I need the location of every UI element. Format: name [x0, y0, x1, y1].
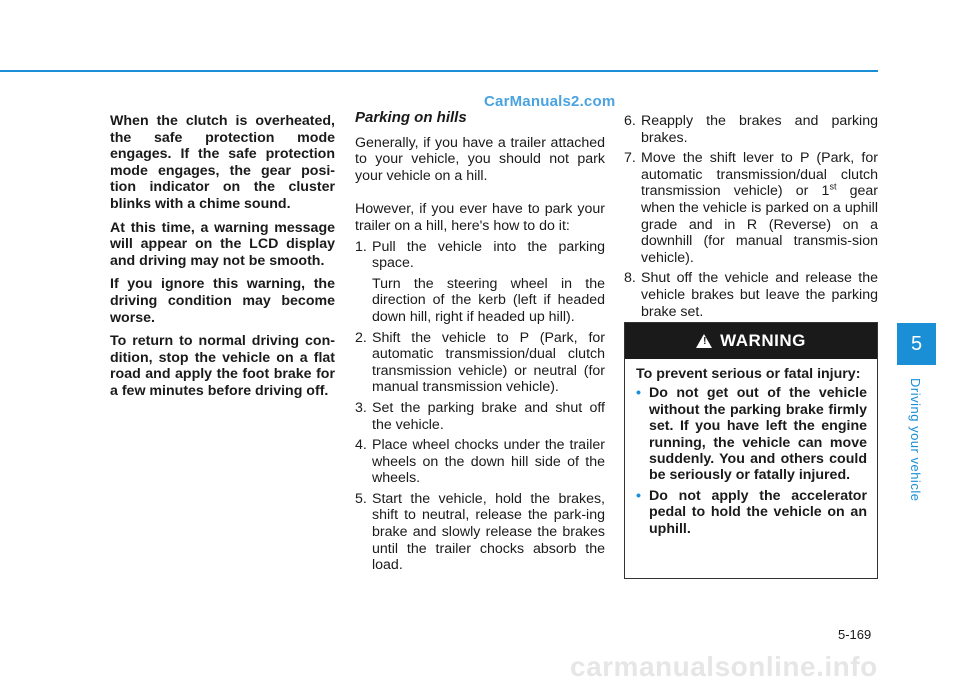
warning-title: WARNING [720, 331, 806, 350]
watermark-bottom: carmanualsonline.info [570, 651, 878, 682]
warning-triangle-icon: ! [696, 334, 712, 348]
step-number: 7. [624, 150, 636, 167]
section-heading: Parking on hills [355, 109, 467, 126]
step-number: 2. [355, 329, 367, 346]
step-text: Set the parking brake and shut off the vehicle. [372, 399, 605, 433]
list-item [355, 437, 605, 487]
step-text-part: gear when the vehicle is parked on a uphill grade and in R (Reverse) on a downhill (for manual transmis-sion vehicle). [641, 183, 878, 266]
warning-bullet [636, 385, 867, 483]
bullet-icon: • [636, 487, 641, 504]
list-item [355, 239, 605, 326]
step-text: Pull the vehicle into the parking space. [372, 238, 605, 272]
column-left [110, 113, 335, 407]
warning-bullet-text: Do not get out of the vehicle without the parking brake firmly set. If you have left the engine running, the vehicle can move suddenly. You and others could be seriously or fatally injured. [649, 385, 867, 484]
paragraph: When the clutch is overheated, the safe protection mode engages. If the safe protection mode engages, the gear posi-tion indicator on the cluster blinks with a chime sound. [110, 113, 335, 212]
header-rule [0, 70, 878, 72]
column-middle [355, 110, 605, 578]
warning-body [625, 359, 877, 537]
watermark-top: CarManuals2.com [484, 93, 616, 110]
step-text: Start the vehicle, hold the brakes, shift to neutral, release the park-ing brake and slowly release the brakes until the trailer chocks absorb the load. [372, 490, 605, 574]
list-item [624, 270, 878, 320]
list-item [624, 113, 878, 146]
step-text: Place wheel chocks under the trailer wheels on the down hill side of the wheels. [372, 437, 605, 487]
paragraph: However, if you ever have to park your trailer on a hill, here's how to do it: [355, 201, 605, 234]
chapter-tab: 5 [897, 323, 936, 365]
step-subtext: Turn the steering wheel in the direction of the kerb (left if headed down hill, right if headed up hill). [372, 275, 605, 325]
paragraph: At this time, a warning message will appear on the LCD display and driving may not be smooth. [110, 219, 335, 269]
paragraph: To return to normal driving con-dition, stop the vehicle on a flat road and apply the foot brake for a few minutes before driving off. [110, 333, 335, 399]
bullet-icon: • [636, 385, 641, 402]
step-number: 3. [355, 399, 367, 416]
page-number: 5-169 [838, 627, 872, 642]
step-text [641, 150, 878, 266]
step-text: Shift the vehicle to P (Park, for automatic transmission/dual clutch transmission vehicle) or neutral (for manual transmission vehicle). [372, 329, 605, 396]
column-right [624, 113, 878, 324]
warning-bullet-text: Do not apply the accelerator pedal to hold the vehicle on an uphill. [649, 487, 867, 537]
warning-intro: To prevent serious or fatal injury: [636, 366, 861, 382]
paragraph: Generally, if you have a trailer attached to your vehicle, you should not park your vehicle on a hill. [355, 134, 605, 184]
list-item [355, 491, 605, 574]
list-item [355, 330, 605, 396]
paragraph: If you ignore this warning, the driving condition may become worse. [110, 276, 335, 326]
chapter-title: Driving your vehicle [908, 378, 923, 502]
warning-box [624, 322, 878, 579]
warning-header [625, 323, 877, 359]
ordinal-superscript: st [829, 181, 837, 192]
step-text: Shut off the vehicle and release the vehicle brakes but leave the parking brake set. [641, 270, 878, 320]
list-item [355, 400, 605, 433]
step-number: 6. [624, 113, 636, 129]
list-item [624, 150, 878, 266]
step-number: 5. [355, 490, 367, 507]
step-number: 1. [355, 238, 367, 255]
step-text-part: Move the shift lever to P (Park, for automatic transmission/dual clutch transmission vehicle) or 1 [641, 150, 878, 200]
step-number: 8. [624, 270, 636, 287]
step-text: Reapply the brakes and parking brakes. [641, 113, 878, 146]
step-number: 4. [355, 437, 367, 454]
warning-bullet [636, 488, 867, 537]
